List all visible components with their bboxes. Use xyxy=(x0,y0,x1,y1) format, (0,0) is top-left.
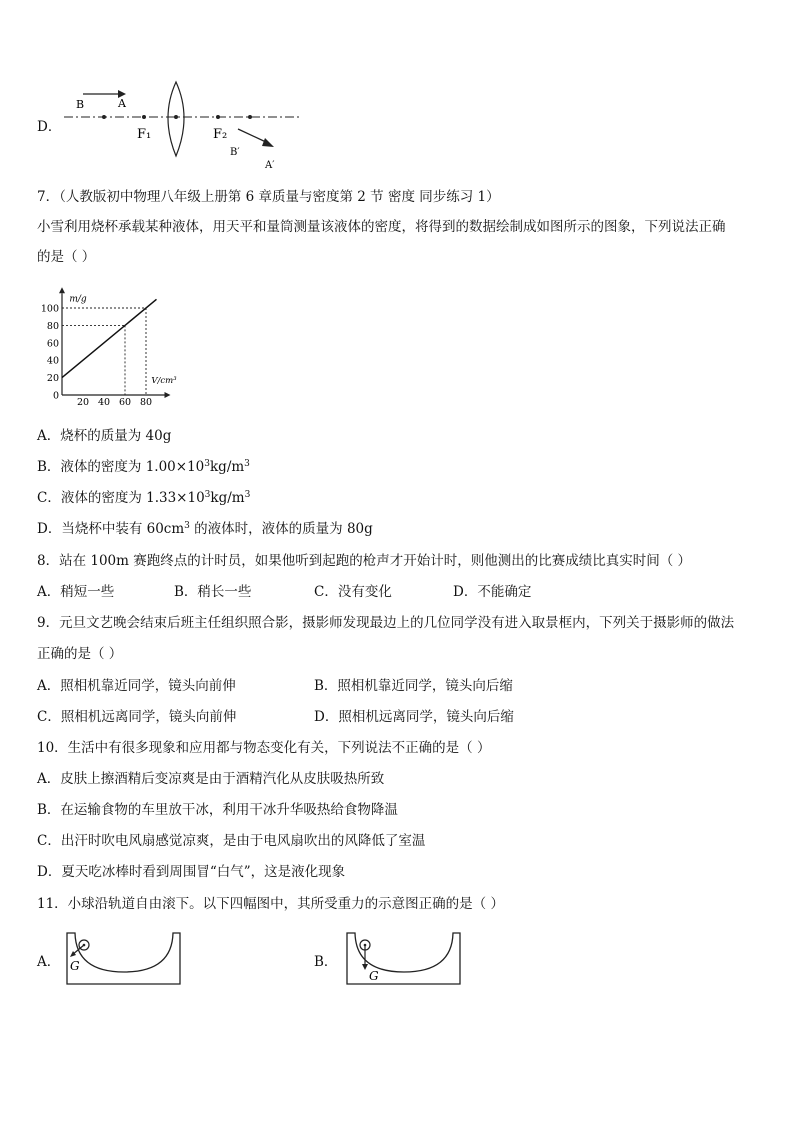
q7-header: 7．（人教版初中物理八年级上册第 6 章质量与密度第 2 节 密度 同步练习 1） xyxy=(37,189,500,205)
x-axis-label: V/cm³ xyxy=(151,376,177,386)
q11-option-a-label: A． xyxy=(37,954,61,970)
x-axis-arrow-icon xyxy=(165,392,171,398)
g-label: G xyxy=(70,959,80,973)
arrow-head-icon xyxy=(362,964,368,970)
y-tick-label: 0 xyxy=(52,390,59,402)
q9-option-a: A．照相机靠近同学，镜头向前伸 xyxy=(37,678,236,694)
y-tick-label: 20 xyxy=(46,373,59,385)
label-a-image: A′ xyxy=(265,160,275,171)
y-axis-label: m/g xyxy=(69,294,87,305)
axis-point xyxy=(102,115,106,119)
y-axis-arrow-icon xyxy=(59,287,65,293)
q7-stem-line2: 的是（ ） xyxy=(37,249,96,265)
x-tick-label: 60 xyxy=(118,397,132,408)
x-tick-label: 20 xyxy=(76,397,90,408)
y-tick-label: 100 xyxy=(40,303,59,315)
x-tick-label: 80 xyxy=(139,397,153,408)
y-tick-label: 60 xyxy=(46,338,59,350)
q10-option-b: B．在运输食物的车里放干冰，利用干冰升华吸热给食物降温 xyxy=(37,802,398,818)
label-b: B xyxy=(76,98,85,111)
label-a: A xyxy=(118,97,126,110)
q9-option-d: D．照相机远离同学，镜头向后缩 xyxy=(314,709,514,725)
q11-option-b-label: B． xyxy=(314,954,338,970)
focal-point-f2 xyxy=(216,115,220,119)
image-arrow xyxy=(238,129,268,143)
y-tick-label: 80 xyxy=(46,320,59,332)
q7-option-d: D．当烧杯中装有 $60cm^3$ 的液体时，液体的质量为 80g xyxy=(37,521,373,537)
optical-center xyxy=(174,115,178,119)
q9-option-c: C．照相机远离同学，镜头向前伸 xyxy=(37,709,237,725)
label-f2: F₂ xyxy=(213,127,228,142)
q10-option-d: D．夏天吃冰棒时看到周围冒“白气”，这是液化现象 xyxy=(37,864,346,880)
q11-stem: 11．小球沿轨道自由滚下。以下四幅图中，其所受重力的示意图正确的是（ ） xyxy=(37,896,504,912)
lens-diagram xyxy=(60,80,310,176)
q6-option-d-label: D． xyxy=(37,119,62,135)
track-diagram-a xyxy=(62,928,188,990)
mass-volume-chart xyxy=(40,282,190,412)
q8-stem: 8．站在 100m 赛跑终点的计时员，如果他听到起跑的枪声才开始计时，则他测出的比赛成绩比真实时间（ ） xyxy=(37,553,692,569)
y-tick-label: 40 xyxy=(46,355,59,367)
q7-option-c: C．液体的密度为 $1.33\times 10^3kg/m^3$ xyxy=(37,490,251,506)
series-line xyxy=(62,299,157,377)
q9-option-b: B．照相机靠近同学，镜头向后缩 xyxy=(314,678,513,694)
track-diagram-b xyxy=(342,928,468,990)
axis-point xyxy=(248,115,252,119)
track xyxy=(67,933,180,984)
arrow-head-icon xyxy=(262,138,274,147)
q8-option-c: C．没有变化 xyxy=(314,584,392,600)
q7-stem-line1: 小雪利用烧杯承载某种液体，用天平和量筒测量该液体的密度，将得到的数据绘制成如图所示的图象，下列说法正确 xyxy=(37,219,726,235)
g-label: G xyxy=(369,969,379,983)
focal-point-f1 xyxy=(142,115,146,119)
q8-option-a: A．稍短一些 xyxy=(37,584,115,600)
q7-option-a: A．烧杯的质量为 40g xyxy=(37,428,172,444)
q9-stem-line2: 正确的是（ ） xyxy=(37,646,123,662)
q8-option-d: D．不能确定 xyxy=(453,584,532,600)
q9-stem-line1: 9．元旦文艺晚会结束后班主任组织照合影，摄影师发现最边上的几位同学没有进入取景框内，下列关于摄影师的做法 xyxy=(37,615,735,631)
label-b-image: B′ xyxy=(230,147,240,158)
q10-stem: 10．生活中有很多现象和应用都与物态变化有关，下列说法不正确的是（ ） xyxy=(37,740,491,756)
q8-option-b: B．稍长一些 xyxy=(174,584,252,600)
x-tick-label: 40 xyxy=(97,397,111,408)
q7-option-b: B．液体的密度为 $1.00\times 10^3kg/m^3$ xyxy=(37,459,250,475)
label-f1: F₁ xyxy=(137,127,152,142)
q10-option-a: A．皮肤上擦酒精后变凉爽是由于酒精汽化从皮肤吸热所致 xyxy=(37,771,385,787)
q10-option-c: C．出汗时吹电风扇感觉凉爽，是由于电风扇吹出的风降低了室温 xyxy=(37,833,426,849)
